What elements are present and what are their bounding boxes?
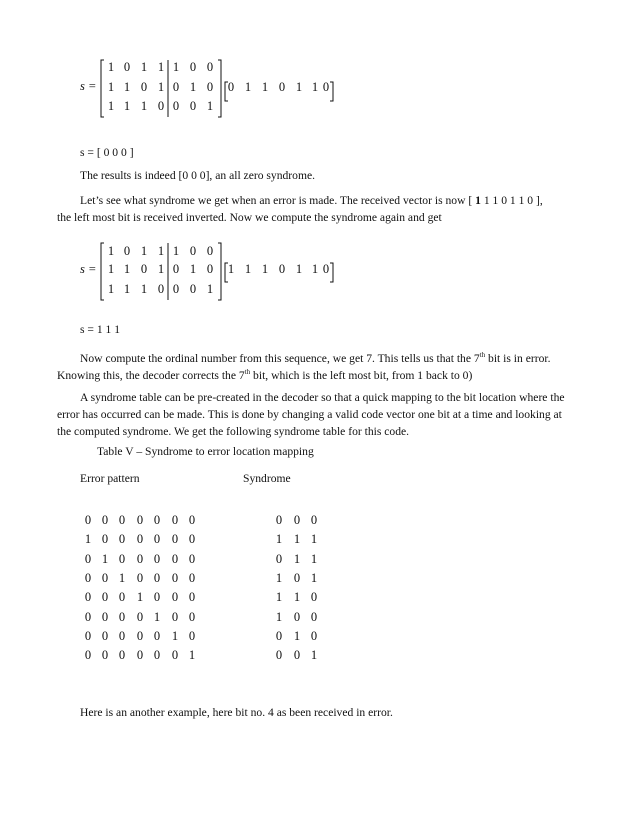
syndrome-cell: 0 <box>275 648 283 663</box>
error-intro-text-1: Let’s see what syndrome we get when an error is made. The received vector is now [ <box>80 194 476 207</box>
matrix-cell: 0 <box>206 262 214 276</box>
error-pattern-cell: 0 <box>171 590 179 605</box>
error-pattern-cell: 0 <box>101 532 109 547</box>
error-pattern-cell: 0 <box>118 532 126 547</box>
vector-cell: 0 <box>322 80 330 94</box>
syndrome-cell: 1 <box>293 551 301 566</box>
syndrome-cell: 0 <box>293 609 301 624</box>
matrix-cell: 1 <box>172 244 180 258</box>
matrix-cell: 0 <box>123 60 131 74</box>
vector-cell: 1 <box>311 262 319 276</box>
error-pattern-cell: 1 <box>118 570 126 585</box>
matrix-cell: 0 <box>172 99 180 113</box>
matrix-cell: 1 <box>107 60 115 74</box>
ordinal-text-b-end: bit, which is the left most bit, from 1 back to 0) <box>250 369 473 382</box>
error-intro-text-2: 1 1 0 1 1 0 ], <box>480 194 543 207</box>
matrix-cell: 1 <box>123 99 131 113</box>
matrix-cell: 1 <box>140 282 148 296</box>
vector-cell: 1 <box>295 262 303 276</box>
syndrome-result-2: s = 1 1 1 <box>80 323 121 336</box>
matrix-cell: 1 <box>107 244 115 258</box>
vector-cell: 0 <box>278 262 286 276</box>
syndrome-cell: 0 <box>310 590 318 605</box>
error-pattern-cell: 0 <box>153 513 161 527</box>
paragraph-ordinal-line2 <box>57 364 472 384</box>
matrix-cell: 0 <box>172 80 180 94</box>
error-pattern-cell: 0 <box>153 532 161 547</box>
error-pattern-cell: 0 <box>101 570 109 585</box>
error-pattern-cell: 0 <box>136 532 144 547</box>
error-pattern-cell: 0 <box>171 570 179 585</box>
error-pattern-cell: 0 <box>188 570 196 585</box>
matrix-cell: 1 <box>140 60 148 74</box>
syndrome-result-1: s = [ 0 0 0 ] <box>80 146 134 159</box>
table-header-error-pattern: Error pattern <box>80 472 140 485</box>
error-pattern-cell: 0 <box>118 609 126 624</box>
matrix-cell: 1 <box>107 99 115 113</box>
matrix-cell: 0 <box>206 80 214 94</box>
error-pattern-cell: 0 <box>153 628 161 643</box>
syndrome-cell: 1 <box>275 570 283 585</box>
syndrome-cell: 1 <box>293 628 301 643</box>
matrix-cell: 0 <box>157 282 165 296</box>
matrix-cell: 1 <box>157 262 165 276</box>
error-pattern-cell: 1 <box>84 532 92 547</box>
equation-2-lhs: s = <box>80 262 97 276</box>
syndrome-cell: 1 <box>275 532 283 547</box>
matrix-cell: 1 <box>123 262 131 276</box>
error-pattern-cell: 0 <box>136 570 144 585</box>
syndrome-cell: 1 <box>310 570 318 585</box>
syndrome-cell: 1 <box>275 590 283 605</box>
error-pattern-cell: 0 <box>118 513 126 527</box>
vector-cell: 1 <box>261 262 269 276</box>
error-pattern-cell: 0 <box>84 513 92 527</box>
error-pattern-cell: 0 <box>153 648 161 663</box>
paragraph-last: Here is an another example, here bit no. 4 as been received in error. <box>80 706 393 719</box>
vector-cell: 1 <box>227 262 235 276</box>
matrix-cell: 0 <box>189 244 197 258</box>
error-pattern-cell: 0 <box>118 551 126 566</box>
matrix-cell: 1 <box>189 262 197 276</box>
matrix-cell: 0 <box>140 262 148 276</box>
error-pattern-cell: 0 <box>171 609 179 624</box>
error-pattern-cell: 0 <box>171 648 179 663</box>
paragraph-table-line1: A syndrome table can be pre-created in the decoder so that a quick mapping to the bit location where the <box>80 391 565 404</box>
error-pattern-cell: 1 <box>188 648 196 663</box>
error-pattern-cell: 1 <box>153 609 161 624</box>
matrix-cell: 1 <box>206 282 214 296</box>
vector-cell: 1 <box>244 80 252 94</box>
matrix-cell: 1 <box>189 80 197 94</box>
syndrome-cell: 0 <box>310 513 318 527</box>
error-pattern-cell: 0 <box>171 551 179 566</box>
vector-cell: 0 <box>227 80 235 94</box>
syndrome-cell: 1 <box>293 590 301 605</box>
ordinal-sup-b: th <box>244 368 251 376</box>
equation-1-lhs: s = <box>80 79 97 93</box>
syndrome-cell: 0 <box>275 628 283 643</box>
table-caption: Table V – Syndrome to error location mapping <box>97 445 314 458</box>
matrix-cell: 1 <box>157 60 165 74</box>
matrix-cell: 1 <box>107 262 115 276</box>
error-pattern-cell: 0 <box>101 648 109 663</box>
matrix-cell: 0 <box>189 60 197 74</box>
error-pattern-cell: 0 <box>101 628 109 643</box>
error-pattern-cell: 0 <box>136 551 144 566</box>
vector-cell: 1 <box>295 80 303 94</box>
error-pattern-cell: 0 <box>84 551 92 566</box>
ordinal-sup-a: th <box>479 351 486 359</box>
matrix-cell: 0 <box>172 282 180 296</box>
matrix-cell: 1 <box>123 80 131 94</box>
matrix-cell: 0 <box>189 282 197 296</box>
syndrome-cell: 1 <box>310 648 318 663</box>
table-header-syndrome: Syndrome <box>243 472 291 485</box>
error-intro-bold-bit: 1 <box>475 194 481 207</box>
error-pattern-cell: 0 <box>84 590 92 605</box>
paragraph-indeed: The results is indeed [0 0 0], an all zero syndrome. <box>80 169 316 182</box>
matrix-cell: 1 <box>107 282 115 296</box>
syndrome-cell: 1 <box>310 551 318 566</box>
ordinal-text-b: Knowing this, the decoder corrects the 7 <box>57 369 245 382</box>
error-pattern-cell: 0 <box>153 570 161 585</box>
matrix-cell: 0 <box>206 60 214 74</box>
error-pattern-cell: 0 <box>84 570 92 585</box>
matrix-cell: 0 <box>189 99 197 113</box>
paragraph-table-line2: error has occurred can be made. This is done by changing a valid code vector one bit at a time and looking at <box>57 408 562 421</box>
syndrome-cell: 1 <box>275 609 283 624</box>
syndrome-cell: 1 <box>293 532 301 547</box>
matrix-cell: 1 <box>157 80 165 94</box>
error-pattern-cell: 0 <box>84 648 92 663</box>
syndrome-cell: 0 <box>275 551 283 566</box>
vector-cell: 0 <box>278 80 286 94</box>
error-pattern-cell: 0 <box>188 590 196 605</box>
syndrome-cell: 0 <box>310 628 318 643</box>
error-pattern-cell: 0 <box>188 628 196 643</box>
error-pattern-cell: 0 <box>188 513 196 527</box>
matrix-cell: 1 <box>172 60 180 74</box>
matrix-cell: 1 <box>206 99 214 113</box>
error-pattern-cell: 0 <box>188 551 196 566</box>
error-pattern-cell: 0 <box>101 609 109 624</box>
syndrome-cell: 0 <box>275 513 283 527</box>
equation-2 <box>0 0 638 310</box>
syndrome-cell: 0 <box>293 513 301 527</box>
error-pattern-cell: 0 <box>84 628 92 643</box>
error-pattern-cell: 0 <box>153 551 161 566</box>
syndrome-cell: 0 <box>293 570 301 585</box>
error-pattern-cell: 0 <box>171 532 179 547</box>
error-pattern-cell: 1 <box>101 551 109 566</box>
error-pattern-cell: 0 <box>188 532 196 547</box>
error-pattern-cell: 0 <box>188 609 196 624</box>
matrix-cell: 0 <box>172 262 180 276</box>
matrix-cell: 0 <box>157 99 165 113</box>
error-pattern-cell: 0 <box>136 609 144 624</box>
matrix-cell: 1 <box>157 244 165 258</box>
syndrome-cell: 0 <box>293 648 301 663</box>
matrix-cell: 0 <box>140 80 148 94</box>
paragraph-error-intro-line2: the left most bit is received inverted. Now we compute the syndrome again and get <box>57 211 442 224</box>
error-pattern-cell: 0 <box>101 513 109 527</box>
error-pattern-cell: 0 <box>84 609 92 624</box>
matrix-cell: 1 <box>140 244 148 258</box>
matrix-cell: 0 <box>206 244 214 258</box>
matrix-cell: 1 <box>140 99 148 113</box>
vector-cell: 1 <box>261 80 269 94</box>
error-pattern-cell: 0 <box>136 648 144 663</box>
vector-cell: 1 <box>244 262 252 276</box>
matrix-cell: 1 <box>107 80 115 94</box>
paragraph-table-line3: the computed syndrome. We get the following syndrome table for this code. <box>57 425 410 438</box>
vector-cell: 0 <box>322 262 330 276</box>
error-pattern-cell: 0 <box>118 648 126 663</box>
vector-cell: 1 <box>311 80 319 94</box>
syndrome-cell: 1 <box>310 532 318 547</box>
error-pattern-cell: 0 <box>136 513 144 527</box>
error-pattern-cell: 0 <box>101 590 109 605</box>
ordinal-text-a: Now compute the ordinal number from this sequence, we get 7. This tells us that the 7 <box>80 352 480 365</box>
matrix-cell: 1 <box>123 282 131 296</box>
error-pattern-cell: 0 <box>153 590 161 605</box>
error-pattern-cell: 0 <box>171 513 179 527</box>
error-pattern-cell: 0 <box>118 590 126 605</box>
error-pattern-cell: 0 <box>136 628 144 643</box>
matrix-cell: 0 <box>123 244 131 258</box>
syndrome-cell: 0 <box>310 609 318 624</box>
error-pattern-cell: 1 <box>136 590 144 605</box>
ordinal-text-a-end: bit is in error. <box>485 352 551 365</box>
error-pattern-cell: 1 <box>171 628 179 643</box>
error-pattern-cell: 0 <box>118 628 126 643</box>
